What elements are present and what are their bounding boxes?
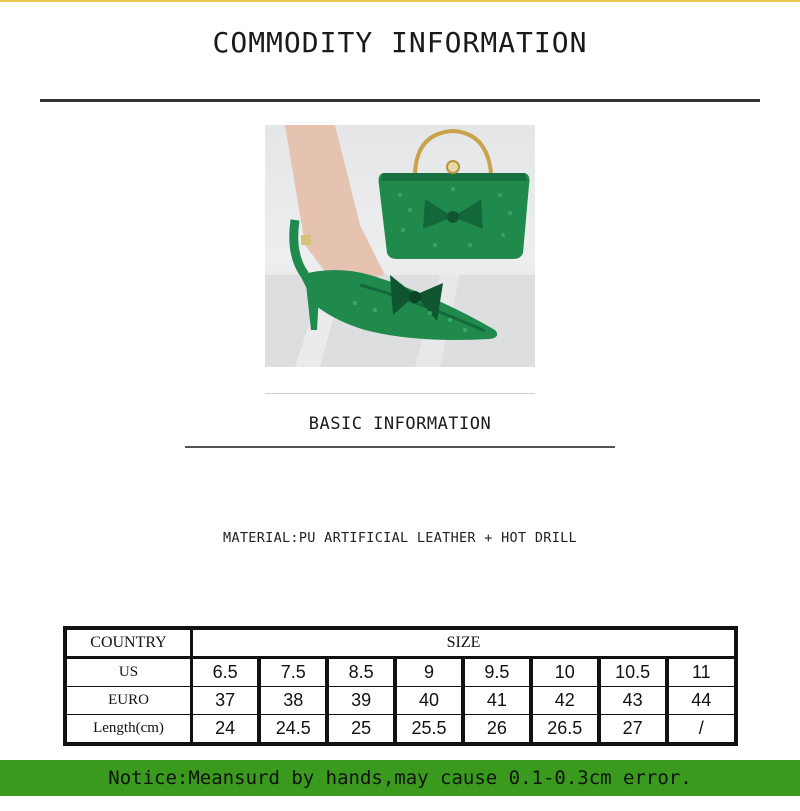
size-chart (63, 626, 738, 746)
table-cell: 9.5 (463, 658, 531, 687)
title-divider (40, 99, 760, 102)
table-cell: 25.5 (395, 715, 463, 743)
table-cell: 11 (667, 658, 735, 687)
table-cell: 40 (395, 687, 463, 715)
section-divider (185, 446, 615, 448)
table-cell: 10.5 (599, 658, 667, 687)
product-illustration (265, 125, 535, 367)
material-text: MATERIAL:PU ARTIFICIAL LEATHER + HOT DRILL (223, 530, 577, 546)
row-label-euro: EURO (67, 687, 192, 715)
table-cell: 42 (531, 687, 599, 715)
table-header-row (67, 630, 735, 658)
table-cell: 39 (327, 687, 395, 715)
table-cell: 25 (327, 715, 395, 743)
table-cell: 24 (192, 715, 260, 743)
table-cell: 9 (395, 658, 463, 687)
table-cell: 7.5 (259, 658, 327, 687)
table-cell: 24.5 (259, 715, 327, 743)
top-accent-rule (0, 0, 800, 2)
size-header: SIZE (192, 630, 735, 658)
table-cell: 41 (463, 687, 531, 715)
row-label-length: Length(cm) (67, 715, 192, 743)
table-cell: 27 (599, 715, 667, 743)
size-chart-table (66, 629, 735, 743)
product-image (265, 125, 535, 367)
page-title: COMMODITY INFORMATION (212, 26, 588, 59)
table-cell: 26 (463, 715, 531, 743)
country-header: COUNTRY (67, 630, 192, 658)
table-cell: / (667, 715, 735, 743)
table-cell: 10 (531, 658, 599, 687)
table-cell: 8.5 (327, 658, 395, 687)
section-title: BASIC INFORMATION (308, 414, 492, 434)
row-label-us: US (67, 658, 192, 687)
notice-banner: Notice:Meansurd by hands,may cause 0.1-0.3cm error. (0, 760, 800, 796)
table-cell: 6.5 (192, 658, 260, 687)
table-cell: 43 (599, 687, 667, 715)
table-cell: 38 (259, 687, 327, 715)
table-cell: 26.5 (531, 715, 599, 743)
table-row (67, 658, 735, 687)
image-divider (265, 393, 535, 394)
table-row (67, 715, 735, 743)
table-cell: 44 (667, 687, 735, 715)
table-row (67, 687, 735, 715)
table-cell: 37 (192, 687, 260, 715)
